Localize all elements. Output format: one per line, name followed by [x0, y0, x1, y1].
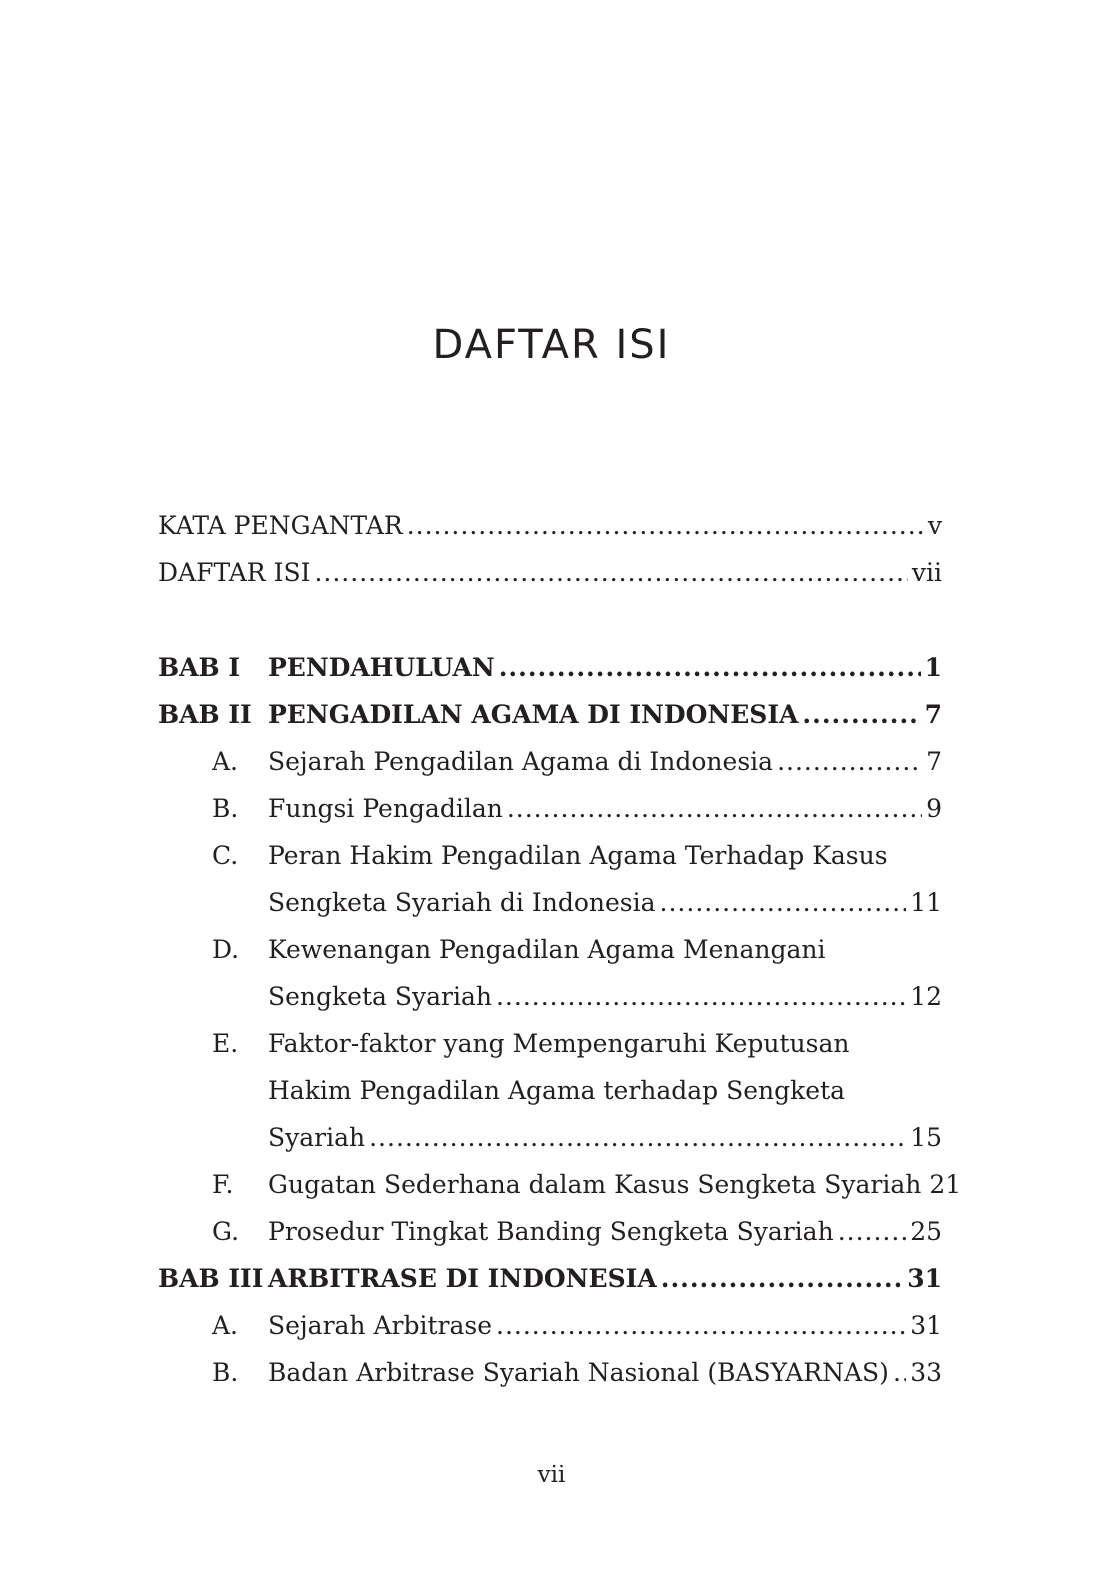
toc-page: 31 — [907, 1264, 942, 1293]
toc-page: 1 — [924, 653, 942, 682]
toc-row-section[interactable] — [158, 1161, 962, 1208]
leader-dots — [369, 1114, 906, 1161]
toc-row-section[interactable] — [158, 785, 942, 832]
leader-dots — [802, 691, 920, 738]
toc-page: v — [927, 511, 942, 540]
toc-row-section-cont[interactable] — [158, 1114, 942, 1161]
toc-page: 7 — [926, 747, 942, 776]
toc-page: 31 — [910, 1311, 942, 1340]
page-title: DAFTAR ISI — [432, 322, 671, 368]
toc-row-section-cont[interactable] — [158, 973, 942, 1020]
section-letter: A. — [212, 1311, 239, 1340]
section-title: Faktor-faktor yang Mempengaruhi Keputusan — [268, 1029, 850, 1058]
chapter-number: BAB I — [158, 653, 241, 682]
section-title: Peran Hakim Pengadilan Agama Terhadap Kasus — [268, 841, 888, 870]
toc-row-section-cont[interactable] — [158, 879, 942, 926]
leader-dots — [499, 644, 921, 691]
section-letter: B. — [212, 1358, 239, 1387]
toc-page: 21 — [929, 1170, 962, 1199]
toc-row-bab-2[interactable] — [158, 691, 942, 738]
toc-page: 11 — [910, 888, 942, 917]
section-title: Syariah — [268, 1123, 366, 1152]
leader-dots — [314, 549, 907, 596]
section-title: Sejarah Pengadilan Agama di Indonesia — [268, 747, 774, 776]
toc-chapters — [158, 644, 962, 1396]
toc-page: 25 — [910, 1217, 942, 1246]
chapter-number: BAB II — [158, 700, 252, 729]
chapter-title: PENDAHULUAN — [268, 653, 495, 682]
toc-row-kata-pengantar[interactable] — [158, 502, 942, 549]
leader-dots — [496, 973, 906, 1020]
section-title: Kewenangan Pengadilan Agama Menangani — [268, 935, 826, 964]
toc-row-section[interactable] — [158, 738, 942, 785]
toc-page: 15 — [910, 1123, 942, 1152]
section-title: Badan Arbitrase Syariah Nasional (BASYARNAS) — [268, 1358, 889, 1387]
section-title: Hakim Pengadilan Agama terhadap Sengketa — [268, 1076, 846, 1105]
toc-label: DAFTAR ISI — [158, 558, 311, 587]
leader-dots — [661, 1255, 903, 1302]
leader-dots — [777, 738, 922, 785]
toc-row-section[interactable] — [158, 1020, 942, 1067]
section-letter: G. — [212, 1217, 240, 1246]
toc-row-bab-1[interactable] — [158, 644, 942, 691]
toc-page: vii — [911, 558, 942, 587]
section-letter: D. — [212, 935, 240, 964]
toc-page: 7 — [924, 700, 942, 729]
section-title: Fungsi Pengadilan — [268, 794, 503, 823]
section-title: Sejarah Arbitrase — [268, 1311, 493, 1340]
chapter-title: ARBITRASE DI INDONESIA — [268, 1264, 657, 1293]
leader-dots — [838, 1208, 907, 1255]
toc-row-section[interactable] — [158, 926, 942, 973]
toc-row-section[interactable] — [158, 1208, 942, 1255]
section-letter: B. — [212, 794, 239, 823]
section-title: Gugatan Sederhana dalam Kasus Sengketa Syariah — [268, 1170, 922, 1199]
section-letter: C. — [212, 841, 239, 870]
leader-dots — [507, 785, 922, 832]
chapter-number: BAB III — [158, 1264, 264, 1293]
leader-dots — [893, 1349, 906, 1396]
leader-dots — [496, 1302, 906, 1349]
toc-page: 12 — [910, 982, 942, 1011]
toc-row-section-cont[interactable] — [158, 1067, 942, 1114]
toc-row-section[interactable] — [158, 832, 942, 879]
chapter-title: PENGADILAN AGAMA DI INDONESIA — [268, 700, 799, 729]
section-letter: A. — [212, 747, 239, 776]
toc-row-daftar-isi[interactable] — [158, 549, 942, 596]
toc-row-bab-3[interactable] — [158, 1255, 942, 1302]
section-title: Sengketa Syariah — [268, 982, 492, 1011]
toc-row-section[interactable] — [158, 1302, 942, 1349]
toc-page: 33 — [910, 1358, 942, 1387]
page-number: vii — [537, 1462, 566, 1488]
leader-dots — [407, 502, 924, 549]
toc-front — [158, 502, 942, 596]
toc-row-section[interactable] — [158, 1349, 942, 1396]
toc-label: KATA PENGANTAR — [158, 511, 403, 540]
toc-page: 9 — [926, 794, 942, 823]
section-letter: F. — [212, 1170, 234, 1199]
section-title: Sengketa Syariah di Indonesia — [268, 888, 656, 917]
leader-dots — [660, 879, 907, 926]
section-title: Prosedur Tingkat Banding Sengketa Syariah — [268, 1217, 834, 1246]
section-letter: E. — [212, 1029, 239, 1058]
